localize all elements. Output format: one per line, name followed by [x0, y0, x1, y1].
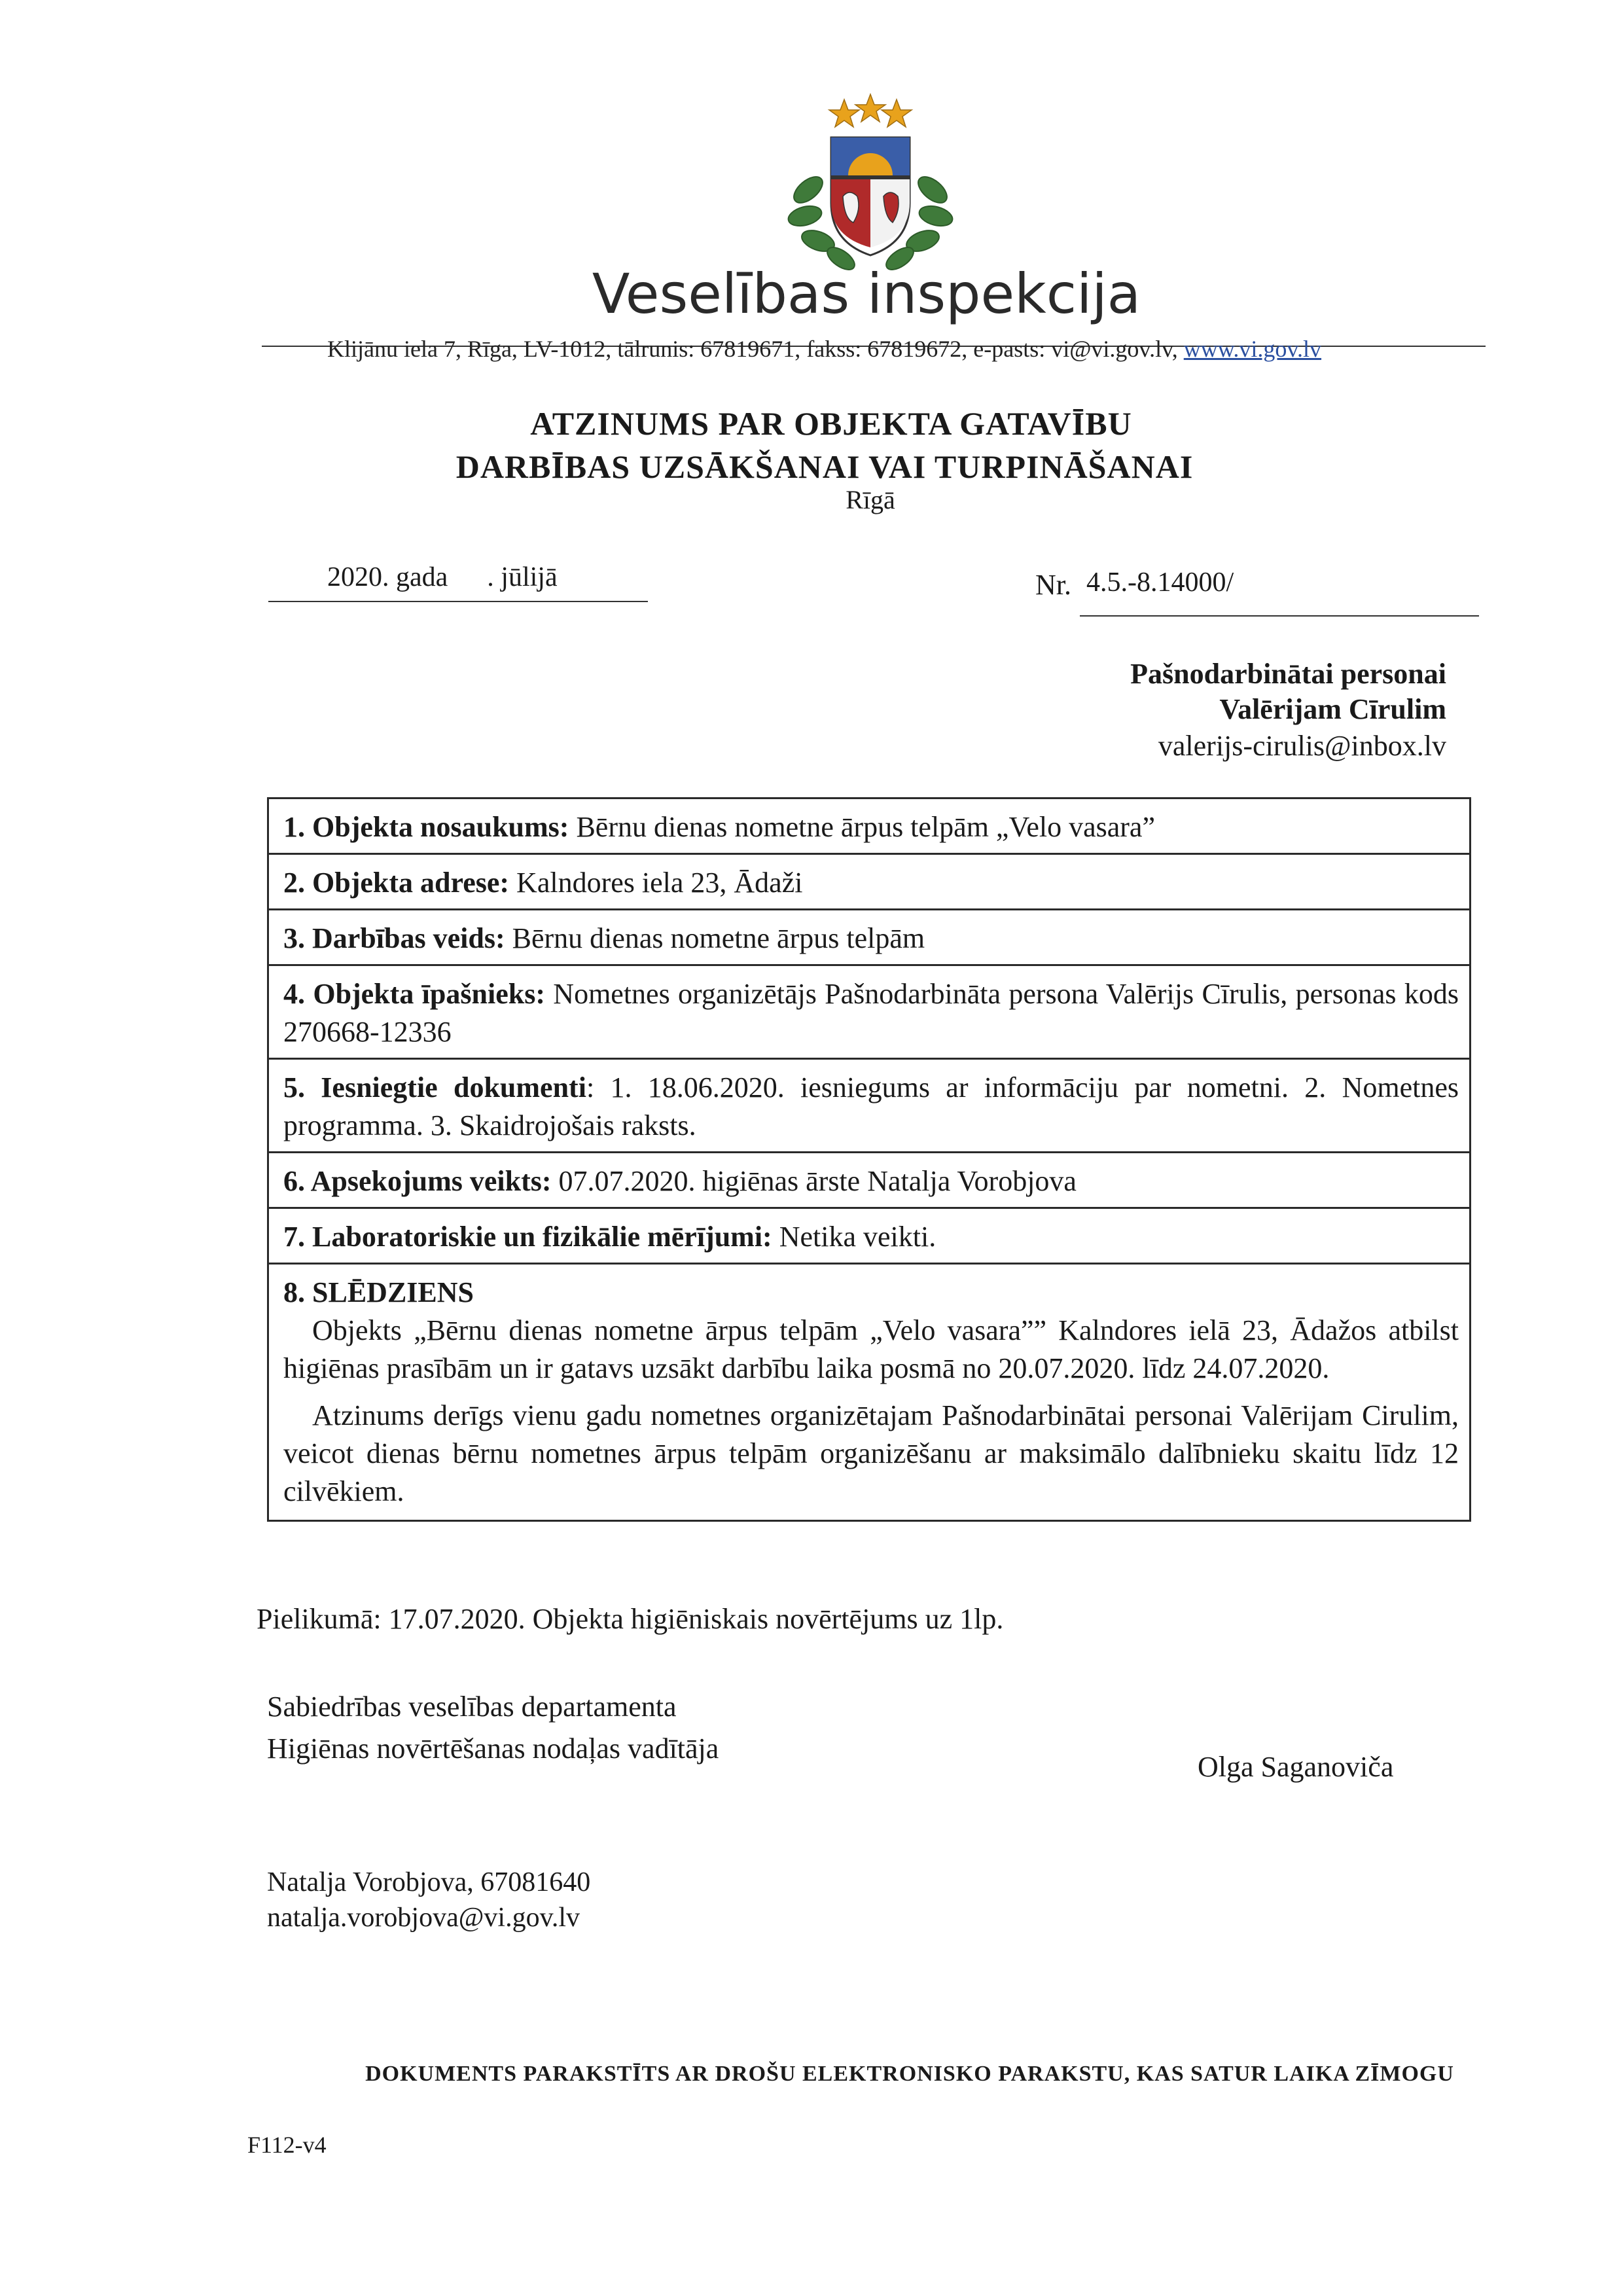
- signatory-department: Sabiedrības veselības departamenta: [267, 1691, 677, 1723]
- date-month: . jūlijā: [487, 562, 558, 592]
- website-link[interactable]: www.vi.gov.lv: [1183, 336, 1322, 362]
- form-code: F112-v4: [247, 2132, 327, 2158]
- header-contact-text: Klijānu iela 7, Rīga, LV-1012, tālrunis: 67819671, fakss: 67819672, e-pasts: vi@vi.gov.lv,: [327, 336, 1184, 362]
- document-place: Rīgā: [846, 485, 895, 514]
- conclusion-paragraph-1: Objekts „Bērnu dienas nometne ārpus telpām „Velo vasara”” Kalndores ielā 23, Ādažos atbilst higiēnas prasībām un ir gatavs uzsākt darbību laika posmā no 20.07.2020. līdz 24.07.2020.: [283, 1314, 1459, 1384]
- row-value: : 1. 18.06.2020. iesniegums ar informāciju par nometni. 2. Nometnes programma. 3. Skaidrojošais raksts.: [283, 1071, 1459, 1141]
- conclusion-heading: 8. SLĒDZIENS: [283, 1276, 474, 1308]
- table-row: [269, 966, 1469, 1060]
- row-value: 07.07.2020. higiēnas ārste Natalja Vorobjova: [551, 1165, 1077, 1197]
- recipient-line2: Valērijam Cīrulim: [1219, 693, 1446, 725]
- details-table: [267, 797, 1471, 1522]
- agency-name: Veselības inspekcija: [592, 262, 1141, 326]
- row-value: Kalndores iela 23, Ādaži: [509, 867, 803, 899]
- table-row: [269, 910, 1469, 966]
- table-row: [269, 1153, 1469, 1209]
- recipient-line1: Pašnodarbinātai personai: [1130, 658, 1446, 690]
- row-value: Bērnu dienas nometne ārpus telpām: [505, 922, 925, 954]
- number-label: Nr.: [1035, 569, 1071, 601]
- coat-of-arms-emblem: [779, 92, 962, 275]
- conclusion-paragraph-2: Atzinums derīgs vienu gadu nometnes organizētajam Pašnodarbinātai personai Valērijam Cirulim, veicot dienas bērnu nometnes ārpus telpām organizēšanu ar maksimālo dalībnieku skaitu līdz 12 cilvēkiem.: [283, 1399, 1459, 1507]
- row-label: 2. Objekta adrese:: [283, 867, 510, 899]
- date-underline: [268, 601, 648, 602]
- number-underline: [1080, 615, 1479, 617]
- contact-email: natalja.vorobjova@vi.gov.lv: [267, 1903, 580, 1933]
- row-value: Nometnes organizētājs Pašnodarbināta persona Valērijs Cīrulis, personas kods 270668-12336: [283, 978, 1459, 1048]
- document-title-line2: DARBĪBAS UZSĀKŠANAI VAI TURPINĀŠANAI: [455, 448, 1194, 485]
- row-value: Bērnu dienas nometne ārpus telpām „Velo vasara”: [569, 811, 1155, 843]
- row-label: 3. Darbības veids:: [283, 922, 505, 954]
- contact-person: Natalja Vorobjova, 67081640: [267, 1867, 591, 1897]
- row-label: 1. Objekta nosaukums:: [283, 811, 569, 843]
- header-contact-line: [327, 335, 1321, 363]
- row-label: 5. Iesniegtie dokumenti: [283, 1071, 586, 1103]
- document-title-line1: ATZINUMS PAR OBJEKTA GATAVĪBU: [530, 405, 1132, 442]
- table-row: [269, 799, 1469, 855]
- table-row: [269, 1209, 1469, 1265]
- row-label: 7. Laboratoriskie un fizikālie mērījumi:: [283, 1221, 772, 1253]
- recipient-email: valerijs-cirulis@inbox.lv: [1158, 730, 1446, 762]
- document-date: [327, 562, 558, 593]
- table-row: [269, 1060, 1469, 1153]
- annex-note: Pielikumā: 17.07.2020. Objekta higiēniskais novērtējums uz 1lp.: [257, 1603, 1004, 1635]
- electronic-signature-note: DOKUMENTS PARAKSTĪTS AR DROŠU ELEKTRONISKO PARAKSTU, KAS SATUR LAIKA ZĪMOGU: [365, 2062, 1454, 2086]
- signatory-position: Higiēnas novērtēšanas nodaļas vadītāja: [267, 1732, 719, 1765]
- row-label: 4. Objekta īpašnieks:: [283, 978, 545, 1010]
- row-value: Netika veikti.: [772, 1221, 936, 1253]
- date-year: 2020. gada: [327, 562, 448, 592]
- signatory-name: Olga Saganoviča: [1198, 1751, 1394, 1783]
- table-row: [269, 855, 1469, 910]
- number-value: 4.5.-8.14000/: [1086, 567, 1234, 598]
- conclusion-row: [269, 1265, 1469, 1522]
- row-label: 6. Apsekojums veikts:: [283, 1165, 552, 1197]
